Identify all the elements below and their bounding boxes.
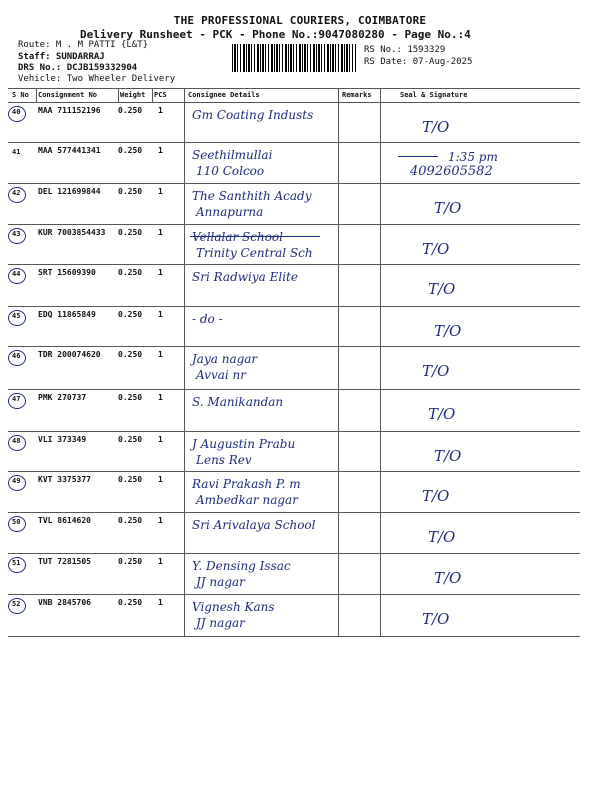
row-divider	[8, 512, 580, 513]
consignee-handwriting-line2: Lens Rev	[196, 453, 252, 467]
pcs-value: 1	[158, 435, 163, 444]
signature-to: T/O	[434, 569, 462, 587]
sno-value: 44	[12, 270, 21, 278]
sno-value: 48	[12, 437, 21, 445]
weight-value: 0.250	[118, 557, 143, 566]
consignment-no: EDQ 11865849	[38, 310, 96, 319]
pcs-value: 1	[158, 187, 163, 196]
weight-value: 0.250	[118, 187, 143, 196]
pcs-value: 1	[158, 268, 163, 277]
weight-value: 0.250	[118, 146, 143, 155]
pcs-value: 1	[158, 228, 163, 237]
signature-to: T/O	[434, 447, 462, 465]
col-divider	[152, 88, 153, 102]
pcs-value: 1	[158, 393, 163, 402]
pcs-value: 1	[158, 106, 163, 115]
pcs-value: 1	[158, 475, 163, 484]
consignment-no: TDR 200074620	[38, 350, 101, 359]
consignee-handwriting: The Santhith Acady	[192, 189, 312, 203]
consignment-no: PMK 270737	[38, 393, 87, 402]
sno-value: 51	[12, 559, 21, 567]
consignment-no: VNB 2845706	[38, 598, 91, 607]
signature-to: T/O	[428, 280, 456, 298]
consignment-no: MAA 577441341	[38, 146, 101, 155]
weight-value: 0.250	[118, 228, 143, 237]
delivery-time: 1:35 pm	[448, 150, 498, 164]
col-weight: Weight	[120, 91, 146, 99]
sno-value: 49	[12, 477, 21, 485]
consignment-no: TVL 8614620	[38, 516, 91, 525]
consignment-no: KVT 3375377	[38, 475, 91, 484]
signature-to: T/O	[434, 199, 462, 217]
vehicle-line: Vehicle: Two Wheeler Delivery	[18, 74, 176, 84]
consignment-no: VLI 373349	[38, 435, 87, 444]
consignment-no: KUR 7003854433	[38, 228, 106, 237]
col-divider	[118, 88, 119, 102]
row-divider	[8, 471, 580, 472]
consignee-handwriting-line2: Ambedkar nagar	[196, 493, 298, 507]
sno-value: 45	[12, 312, 21, 320]
col-details: Consignee Details	[188, 91, 260, 99]
consignment-no: TUT 7281505	[38, 557, 91, 566]
sno-value: 41	[12, 148, 21, 156]
pcs-value: 1	[158, 557, 163, 566]
pcs-value: 1	[158, 310, 163, 319]
row-divider	[8, 346, 580, 347]
consignee-handwriting-line2: Annapurna	[196, 205, 264, 219]
consignee-handwriting: J Augustin Prabu	[192, 437, 296, 451]
row-divider	[8, 594, 580, 595]
consignee-handwriting-line2: Trinity Central Sch	[196, 246, 313, 260]
weight-value: 0.250	[118, 516, 143, 525]
row-divider	[8, 636, 580, 637]
signature-to: T/O	[428, 528, 456, 546]
col-sno: S No	[12, 91, 29, 99]
strikethrough-mark	[190, 236, 320, 237]
consignee-handwriting-line2: JJ nagar	[196, 575, 245, 589]
row-divider	[8, 431, 580, 432]
pcs-value: 1	[158, 598, 163, 607]
signature-scribble	[398, 156, 438, 157]
weight-value: 0.250	[118, 598, 143, 607]
consignee-handwriting: Gm Coating Industs	[192, 108, 314, 122]
weight-value: 0.250	[118, 435, 143, 444]
barcode	[232, 44, 356, 72]
drs-line: DRS No.: DCJB159332904	[18, 63, 138, 73]
weight-value: 0.250	[118, 393, 143, 402]
row-divider	[8, 142, 580, 143]
col-remarks: Remarks	[342, 91, 372, 99]
consignee-handwriting: - do -	[192, 312, 223, 326]
consignee-handwriting-line2: 110 Colcoo	[196, 164, 265, 178]
row-divider	[8, 264, 580, 265]
company-title: THE PROFESSIONAL COURIERS, COIMBATORE	[173, 14, 427, 27]
weight-value: 0.250	[118, 475, 143, 484]
row-divider	[8, 389, 580, 390]
col-consignment: Consignment No	[38, 91, 98, 99]
signature-to: T/O	[422, 487, 450, 505]
consignee-handwriting: Ravi Prakash P. m	[192, 477, 301, 491]
consignee-handwriting: Sri Arivalaya School	[192, 518, 316, 532]
signature-to: T/O	[434, 322, 462, 340]
sno-value: 50	[12, 518, 21, 526]
col-seal: Seal & Signature	[400, 91, 468, 99]
row-divider	[8, 553, 580, 554]
consignee-handwriting: Seethilmullai	[192, 148, 273, 162]
pcs-value: 1	[158, 350, 163, 359]
sno-value: 47	[12, 395, 21, 403]
weight-value: 0.250	[118, 268, 143, 277]
sno-value: 43	[12, 230, 21, 238]
consignee-handwriting-line2: JJ nagar	[196, 616, 245, 630]
sno-value: 42	[12, 189, 21, 197]
col-pcs: PCS	[154, 91, 167, 99]
signature-to: T/O	[422, 118, 450, 136]
table-header	[8, 88, 580, 102]
consignment-no: MAA 711152196	[38, 106, 101, 115]
table-header-border	[8, 102, 580, 103]
consignee-handwriting-line2: Avvai nr	[196, 368, 247, 382]
row-divider	[8, 183, 580, 184]
col-divider	[36, 88, 37, 102]
consignment-no: DEL 121699844	[38, 187, 101, 196]
consignee-handwriting: Vellalar School	[192, 230, 283, 244]
row-divider	[8, 306, 580, 307]
weight-value: 0.250	[118, 310, 143, 319]
pcs-value: 1	[158, 516, 163, 525]
signature-to: T/O	[422, 610, 450, 628]
sno-value: 46	[12, 352, 21, 360]
signature-to: T/O	[422, 240, 450, 258]
weight-value: 0.250	[118, 106, 143, 115]
consignee-handwriting: Y. Densing Issac	[192, 559, 291, 573]
sno-value: 40	[12, 108, 21, 116]
consignee-handwriting: Vignesh Kans	[192, 600, 275, 614]
rs-no: RS No.: 1593329	[364, 45, 446, 55]
consignee-handwriting: Sri Radwiya Elite	[192, 270, 298, 284]
delivery-phone: 4092605582	[410, 164, 493, 179]
sno-value: 52	[12, 600, 21, 608]
consignee-handwriting: S. Manikandan	[192, 395, 284, 409]
signature-to: T/O	[422, 362, 450, 380]
staff-line: Staff: SUNDARRAJ	[18, 52, 105, 62]
row-divider	[8, 224, 580, 225]
rs-date: RS Date: 07-Aug-2025	[364, 57, 473, 67]
consignee-handwriting: Jaya nagar	[192, 352, 258, 366]
signature-to: T/O	[428, 405, 456, 423]
weight-value: 0.250	[118, 350, 143, 359]
table-top-border	[8, 88, 580, 89]
runsheet-title: Delivery Runsheet - PCK - Phone No.:9047080280 - Page No.:4	[80, 28, 471, 41]
pcs-value: 1	[158, 146, 163, 155]
consignment-no: SRT 15609390	[38, 268, 96, 277]
route-line: Route: M . M PATTI {L&T}	[18, 40, 149, 50]
